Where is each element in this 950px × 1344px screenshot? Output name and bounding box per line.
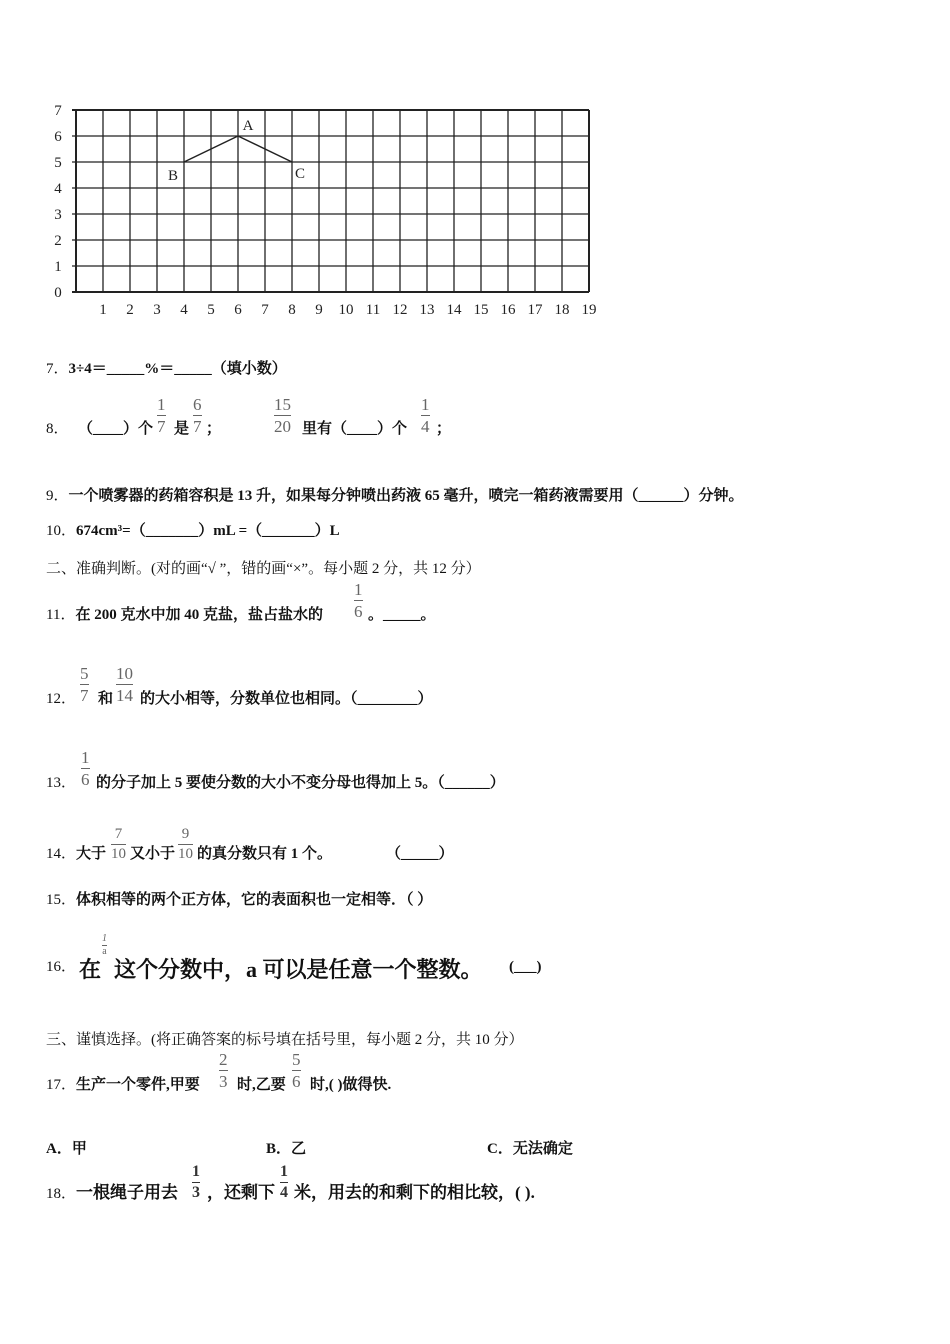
fraction-numerator: 2: [219, 1050, 228, 1069]
fraction-1-a: [102, 934, 107, 957]
question-number: 14．: [46, 846, 77, 862]
question-number: 18．: [46, 1186, 77, 1202]
question-number: 15．: [46, 892, 77, 908]
fraction-denominator: 7: [80, 686, 89, 705]
fraction-numerator: 1: [157, 395, 166, 414]
x-tick-label: 12: [392, 302, 408, 318]
question-8-part-2: 是: [174, 421, 190, 437]
x-tick-label: 7: [261, 302, 269, 318]
fraction-denominator: 6: [81, 770, 90, 789]
x-tick-label: 9: [315, 302, 323, 318]
fraction-5-6: [292, 1051, 301, 1090]
point-label-b: B: [167, 168, 179, 184]
fraction-denominator: 10: [111, 846, 126, 862]
option-text: 甲: [71, 1141, 87, 1157]
fraction-denominator: 6: [354, 602, 363, 621]
point-label-c: C: [294, 166, 306, 182]
fraction-numerator: 1: [280, 1163, 288, 1180]
fraction-9-10: [178, 827, 193, 862]
fraction-numerator: 5: [292, 1050, 301, 1069]
fraction-1-7: [157, 396, 166, 435]
x-tick-label: 14: [446, 302, 462, 318]
question-text: 一个喷雾器的药箱容积是 13 升，如果每分钟喷出药液 65 毫升，喷完一箱药液需要用（______）分钟。: [68, 488, 744, 504]
fraction-1-3: [192, 1164, 200, 1201]
y-tick-label: 6: [54, 129, 62, 145]
question-17-part-1: 生产一个零件,甲要: [76, 1077, 200, 1093]
question-17-part-3: 时,( )做得快.: [310, 1077, 392, 1093]
fraction-numerator: 1: [102, 933, 107, 944]
option-a[interactable]: [46, 1137, 87, 1158]
x-tick-label: 8: [288, 302, 296, 318]
x-tick-label: 18: [554, 302, 570, 318]
fraction-2-3: [219, 1051, 228, 1090]
question-number: 12．: [46, 691, 77, 707]
y-tick-label: 4: [54, 181, 62, 197]
fraction-denominator: 20: [274, 417, 291, 436]
question-14: [46, 847, 106, 862]
question-12-part-1: 和: [98, 691, 114, 707]
point-label-a: A: [242, 118, 254, 134]
fraction-10-14: [116, 665, 133, 704]
x-tick-label: 16: [500, 302, 516, 318]
question-number: 9．: [46, 488, 69, 504]
option-label: A．: [46, 1141, 72, 1157]
fraction-denominator: a: [102, 946, 107, 957]
question-14-part-2: 又小于: [130, 846, 176, 862]
fraction-denominator: 6: [292, 1072, 301, 1091]
x-tick-label: 11: [365, 302, 381, 318]
fraction-numerator: 1: [354, 580, 363, 599]
question-8-part-1: （____）个: [78, 421, 154, 437]
fraction-denominator: 4: [421, 417, 430, 436]
coordinate-grid: [44, 100, 604, 325]
x-tick-label: 10: [338, 302, 354, 318]
question-17-part-2: 时,乙要: [237, 1077, 286, 1093]
question-text: 674cm³=（_______）mL =（_______）L: [76, 523, 340, 539]
fraction-1-4: [421, 396, 430, 435]
question-8-part-4: 里有（____）个: [302, 421, 408, 437]
question-11-part-1: 在 200 克水中加 40 克盐，盐占盐水的: [75, 607, 323, 623]
question-text: 体积相等的两个正方体，它的表面积也一定相等．（ ）: [76, 892, 433, 908]
y-tick-label: 1: [54, 259, 62, 275]
x-tick-label: 4: [180, 302, 188, 318]
fraction-numerator: 6: [193, 395, 202, 414]
x-tick-label: 2: [126, 302, 134, 318]
question-11: [46, 608, 323, 623]
question-number: 7．: [46, 361, 69, 377]
option-b[interactable]: [266, 1137, 306, 1158]
fraction-denominator: 10: [178, 846, 193, 862]
fraction-denominator: 3: [192, 1184, 200, 1201]
fraction-1-6: [354, 581, 363, 620]
question-10: [46, 524, 340, 539]
y-tick-label: 3: [54, 207, 62, 223]
question-18-part-3: 米，用去的和剩下的相比较，( ).: [294, 1183, 535, 1202]
option-label: C．: [487, 1141, 513, 1157]
question-13-part-1: 的分子加上 5 要使分数的大小不变分母也得加上 5。（______）: [96, 775, 505, 791]
fraction-numerator: 1: [192, 1163, 200, 1180]
question-16-part-1: 在: [79, 957, 102, 982]
question-number: 11．: [46, 607, 76, 623]
question-16: [46, 960, 76, 975]
question-18: [46, 1184, 178, 1202]
fraction-denominator: 3: [219, 1072, 228, 1091]
fraction-denominator: 7: [193, 417, 202, 436]
question-number: 16．: [46, 959, 77, 975]
fraction-7-10: [111, 827, 126, 862]
question-18-part-1: 一根绳子用去: [76, 1183, 179, 1202]
y-tick-label: 5: [54, 155, 62, 171]
question-7: [46, 362, 287, 377]
x-tick-label: 13: [419, 302, 435, 318]
x-tick-label: 17: [527, 302, 543, 318]
fraction-numerator: 7: [114, 826, 123, 842]
question-16-part-3: (___): [509, 959, 542, 975]
fraction-numerator: 5: [80, 664, 89, 683]
fraction-numerator: 15: [274, 395, 291, 414]
question-12-part-2: 的大小相等，分数单位也相同。（________）: [140, 691, 433, 707]
question-9: [46, 489, 744, 504]
question-16-part-2: 这个分数中，a 可以是任意一个整数。: [114, 957, 483, 982]
question-text: 3÷4＝_____%＝_____（填小数）: [68, 361, 287, 377]
question-15: [46, 893, 432, 908]
fraction-numerator: 1: [421, 395, 430, 414]
y-tick-label: 7: [54, 103, 62, 119]
question-number: 8．: [46, 421, 69, 437]
question-8-part-3: ；: [206, 421, 222, 437]
y-tick-label: 2: [54, 233, 62, 249]
question-number: 10．: [46, 523, 77, 539]
question-8-part-5: ；: [436, 421, 452, 437]
section-2-heading: 二、准确判断。(对的画“√ ”，错的画“×”。每小题 2 分，共 12 分）: [46, 561, 481, 577]
x-tick-label: 3: [153, 302, 161, 318]
x-tick-label: 5: [207, 302, 215, 318]
x-tick-label: 1: [99, 302, 107, 318]
question-11-part-2: 。_____。: [368, 607, 436, 623]
fraction-denominator: 7: [157, 417, 166, 436]
fraction-1-6: [81, 749, 90, 788]
x-tick-label: 15: [473, 302, 489, 318]
question-13: [46, 776, 76, 791]
question-number: 17．: [46, 1077, 77, 1093]
fraction-numerator: 1: [81, 748, 90, 767]
question-12: [46, 692, 76, 707]
x-tick-label: 19: [581, 302, 597, 318]
fraction-numerator: 9: [181, 826, 190, 842]
question-8: [46, 422, 69, 437]
question-14-part-4: （_____）: [386, 846, 454, 862]
fraction-denominator: 4: [280, 1184, 288, 1201]
fraction-15-20: [274, 396, 291, 435]
question-14-part-1: 大于: [76, 846, 107, 862]
question-number: 13．: [46, 775, 77, 791]
fraction-numerator: 10: [116, 664, 133, 683]
x-tick-label: 6: [234, 302, 242, 318]
y-tick-label: 0: [54, 285, 62, 301]
question-14-part-3: 的真分数只有 1 个。: [197, 846, 333, 862]
option-text: 乙: [291, 1141, 307, 1157]
fraction-denominator: 14: [116, 686, 133, 705]
fraction-5-7: [80, 665, 89, 704]
option-label: B．: [266, 1141, 292, 1157]
question-17: [46, 1078, 200, 1093]
fraction-1-4: [280, 1164, 288, 1201]
fraction-6-7: [193, 396, 202, 435]
section-3-heading: 三、谨慎选择。(将正确答案的标号填在括号里，每小题 2 分，共 10 分）: [46, 1032, 524, 1048]
option-c[interactable]: [487, 1137, 573, 1158]
option-text: 无法确定: [512, 1141, 573, 1157]
question-18-part-2: ，还剩下: [207, 1183, 275, 1202]
